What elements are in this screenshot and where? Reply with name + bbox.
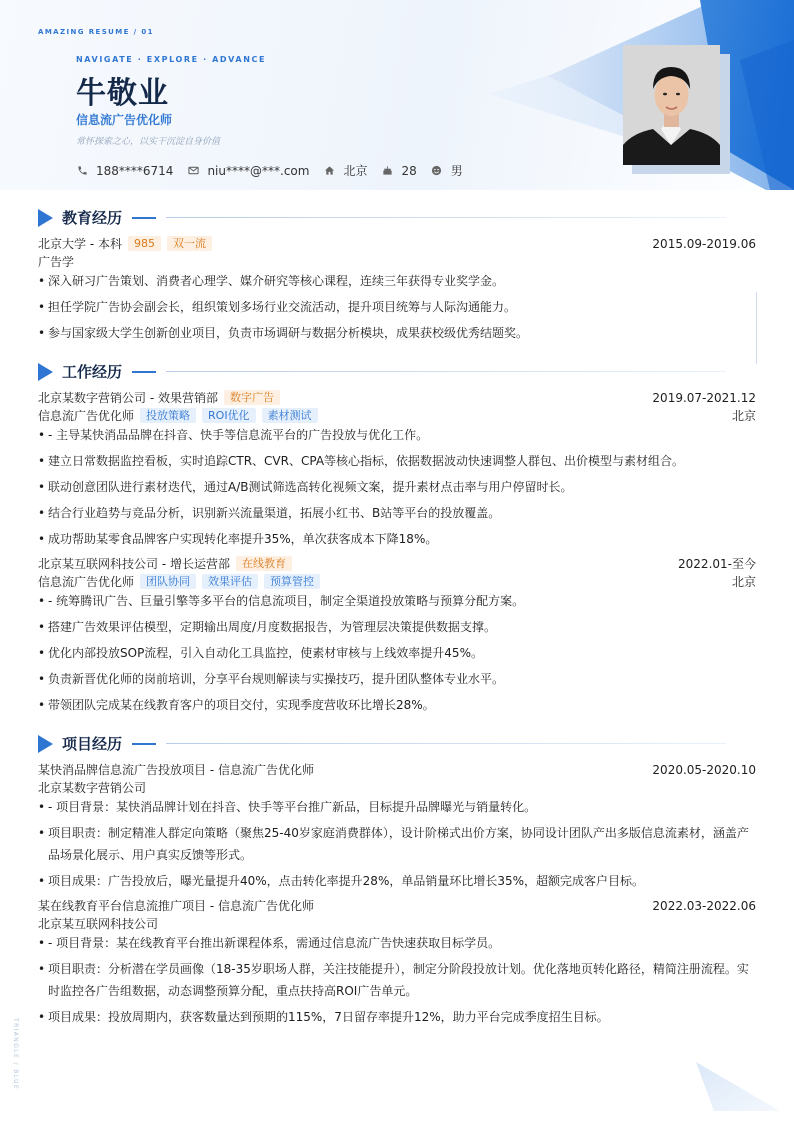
section-heading: 教育经历: [62, 209, 123, 227]
education-bullet: • 深入研习广告策划、消费者心理学、媒介研究等核心课程，连续三年获得专业奖学金。: [38, 270, 756, 292]
project-bullet: • 项目成果：广告投放后，曝光量提升40%，点击转化率提升28%，单品销量环比增长35%，超额完成客户目标。: [38, 870, 756, 892]
school-name: 北京大学 - 本科: [38, 237, 122, 251]
work-location: 北京: [731, 575, 756, 589]
triangle-marker-icon: [38, 209, 53, 227]
projects-section-title: [38, 733, 756, 754]
triangle-marker-icon: [38, 735, 53, 753]
role-tag: 素材测试: [262, 408, 318, 423]
work-bullet: • - 主导某快消品品牌在抖音、快手等信息流平台的广告投放与优化工作。: [38, 424, 756, 446]
company-name: 北京某互联网科技公司 - 增长运营部: [38, 557, 230, 571]
cake-icon: [381, 165, 393, 177]
role-tag: 投放策略: [140, 408, 196, 423]
role-tag: ROI优化: [202, 408, 256, 423]
heading-dash: [132, 743, 156, 745]
resume-header: [0, 0, 794, 190]
triangle-marker-icon: [38, 363, 53, 381]
contact-email: [187, 164, 309, 178]
work-section-title: [38, 361, 756, 382]
education-bullet: • 参与国家级大学生创新创业项目，负责市场调研与数据分析模块，成果获校级优秀结题奖。: [38, 322, 756, 344]
work-location: 北京: [731, 409, 756, 423]
company-name: 北京某数字营销公司 - 效果营销部: [38, 391, 218, 405]
slogan: 常怀探索之心，以实干沉淀自身价值: [76, 137, 221, 147]
project-dates: 2020.05-2020.10: [652, 762, 756, 777]
work-bullet: • 优化内部投放SOP流程，引入自动化工具监控，使素材审核与上线效率提升45%。: [38, 642, 756, 664]
education-bullet: • 担任学院广告协会副会长，组织策划多场行业交流活动，提升项目统筹与人际沟通能力。: [38, 296, 756, 318]
email-value: niu****@***.com: [207, 163, 310, 178]
motto: NAVIGATE · EXPLORE · ADVANCE: [76, 55, 267, 64]
project-bullet: • 项目职责：分析潜在学员画像（18-35岁职场人群，关注技能提升），制定分阶段投放计划。优化落地页转化路径，精简注册流程。实时监控各广告组数据，动态调整预算分配，重点扶持高ROI广告单元。: [38, 958, 756, 1002]
bottom-triangle-decoration: [690, 1060, 794, 1123]
work-entry-header: [38, 389, 756, 406]
work-bullet: • 成功帮助某零食品牌客户实现转化率提升35%，单次获客成本下降18%。: [38, 528, 756, 550]
work-bullet: • - 统筹腾讯广告、巨量引擎等多平台的信息流项目，制定全渠道投放策略与预算分配方案。: [38, 590, 756, 612]
candidate-name: 牛敬业: [76, 76, 169, 111]
age-value: 28: [401, 163, 417, 178]
profile-photo: [623, 45, 720, 165]
heading-rule: [166, 371, 726, 372]
contact-bar: [76, 162, 477, 179]
heading-rule: [166, 743, 726, 744]
work-bullet: • 建立日常数据监控看板，实时追踪CTR、CVR、CPA等核心指标，依据数据波动快速调整人群包、出价模型与素材组合。: [38, 450, 756, 472]
phone-icon: [76, 165, 88, 177]
education-section-title: [38, 207, 756, 228]
brand-label: AMAZING RESUME / 01: [38, 28, 154, 36]
work-bullet: • 搭建广告效果评估模型，定期输出周度/月度数据报告，为管理层决策提供数据支撑。: [38, 616, 756, 638]
work-role-row: [38, 407, 756, 424]
heading-dash: [132, 217, 156, 219]
home-icon: [323, 165, 335, 177]
vertical-mark: TRIANGLE / BLUE: [12, 1018, 19, 1091]
project-bullet: • 项目职责：制定精准人群定向策略（聚焦25-40岁家庭消费群体），设计阶梯式出价方案，协同设计团队产出多版信息流素材，涵盖产品场景化展示、用户真实反馈等形式。: [38, 822, 756, 866]
work-dates: 2022.01-至今: [678, 557, 756, 571]
work-bullet: • 联动创意团队进行素材迭代，通过A/B测试筛选高转化视频文案，提升素材点击率与用户停留时长。: [38, 476, 756, 498]
school-tag: 双一流: [167, 236, 212, 251]
contact-city: [323, 162, 367, 179]
role-tag: 效果评估: [202, 574, 258, 589]
side-divider: [756, 292, 757, 364]
education-dates: 2015.09-2019.06: [652, 236, 756, 251]
smiley-icon: [431, 165, 443, 177]
project-bullet: • - 项目背景：某快消品牌计划在抖音、快手等平台推广新品，目标提升品牌曝光与销量转化。: [38, 796, 756, 818]
project-company: 北京某互联网科技公司: [38, 917, 159, 931]
role-name: 信息流广告优化师: [38, 409, 135, 423]
work-entry-header: [38, 555, 756, 572]
mail-icon: [187, 165, 199, 177]
job-title: 信息流广告优化师: [76, 113, 173, 127]
city-value: 北京: [343, 164, 368, 178]
heading-dash: [132, 371, 156, 373]
project-name: 某快消品牌信息流广告投放项目 - 信息流广告优化师: [38, 763, 314, 777]
project-bullet: • - 项目背景：某在线教育平台推出新课程体系，需通过信息流广告快速获取目标学员。: [38, 932, 756, 954]
project-name: 某在线教育平台信息流推广项目 - 信息流广告优化师: [38, 899, 314, 913]
role-tag: 团队协同: [140, 574, 196, 589]
project-company: 北京某数字营销公司: [38, 781, 147, 795]
section-heading: 项目经历: [62, 735, 123, 753]
work-bullet: • 结合行业趋势与竞品分析，识别新兴流量渠道，拓展小红书、B站等平台的投放覆盖。: [38, 502, 756, 524]
role-name: 信息流广告优化师: [38, 575, 135, 589]
work-role-row: [38, 573, 756, 590]
role-tag: 预算管控: [264, 574, 320, 589]
work-bullet: • 负责新晋优化师的岗前培训，分享平台规则解读与实操技巧，提升团队整体专业水平。: [38, 668, 756, 690]
school-tag: 985: [128, 236, 161, 251]
major: 广告学: [38, 255, 75, 269]
contact-age: [381, 164, 416, 178]
work-bullet: • 带领团队完成某在线教育客户的项目交付，实现季度营收环比增长28%。: [38, 694, 756, 716]
section-heading: 工作经历: [62, 363, 123, 381]
company-tag: 数字广告: [224, 390, 280, 405]
education-entry-header: [38, 235, 756, 252]
work-dates: 2019.07-2021.12: [652, 390, 756, 405]
contact-gender: [431, 162, 463, 179]
phone-value: 188****6714: [96, 163, 174, 178]
gender-value: 男: [450, 164, 463, 178]
project-bullet: • 项目成果：投放周期内，获客数量达到预期的115%，7日留存率提升12%，助力平台完成季度招生目标。: [38, 1006, 756, 1028]
project-entry-header: [38, 761, 756, 778]
heading-rule: [166, 217, 726, 218]
project-entry-header: [38, 897, 756, 914]
contact-phone: [76, 164, 173, 178]
project-dates: 2022.03-2022.06: [652, 898, 756, 913]
company-tag: 在线教育: [236, 556, 292, 571]
